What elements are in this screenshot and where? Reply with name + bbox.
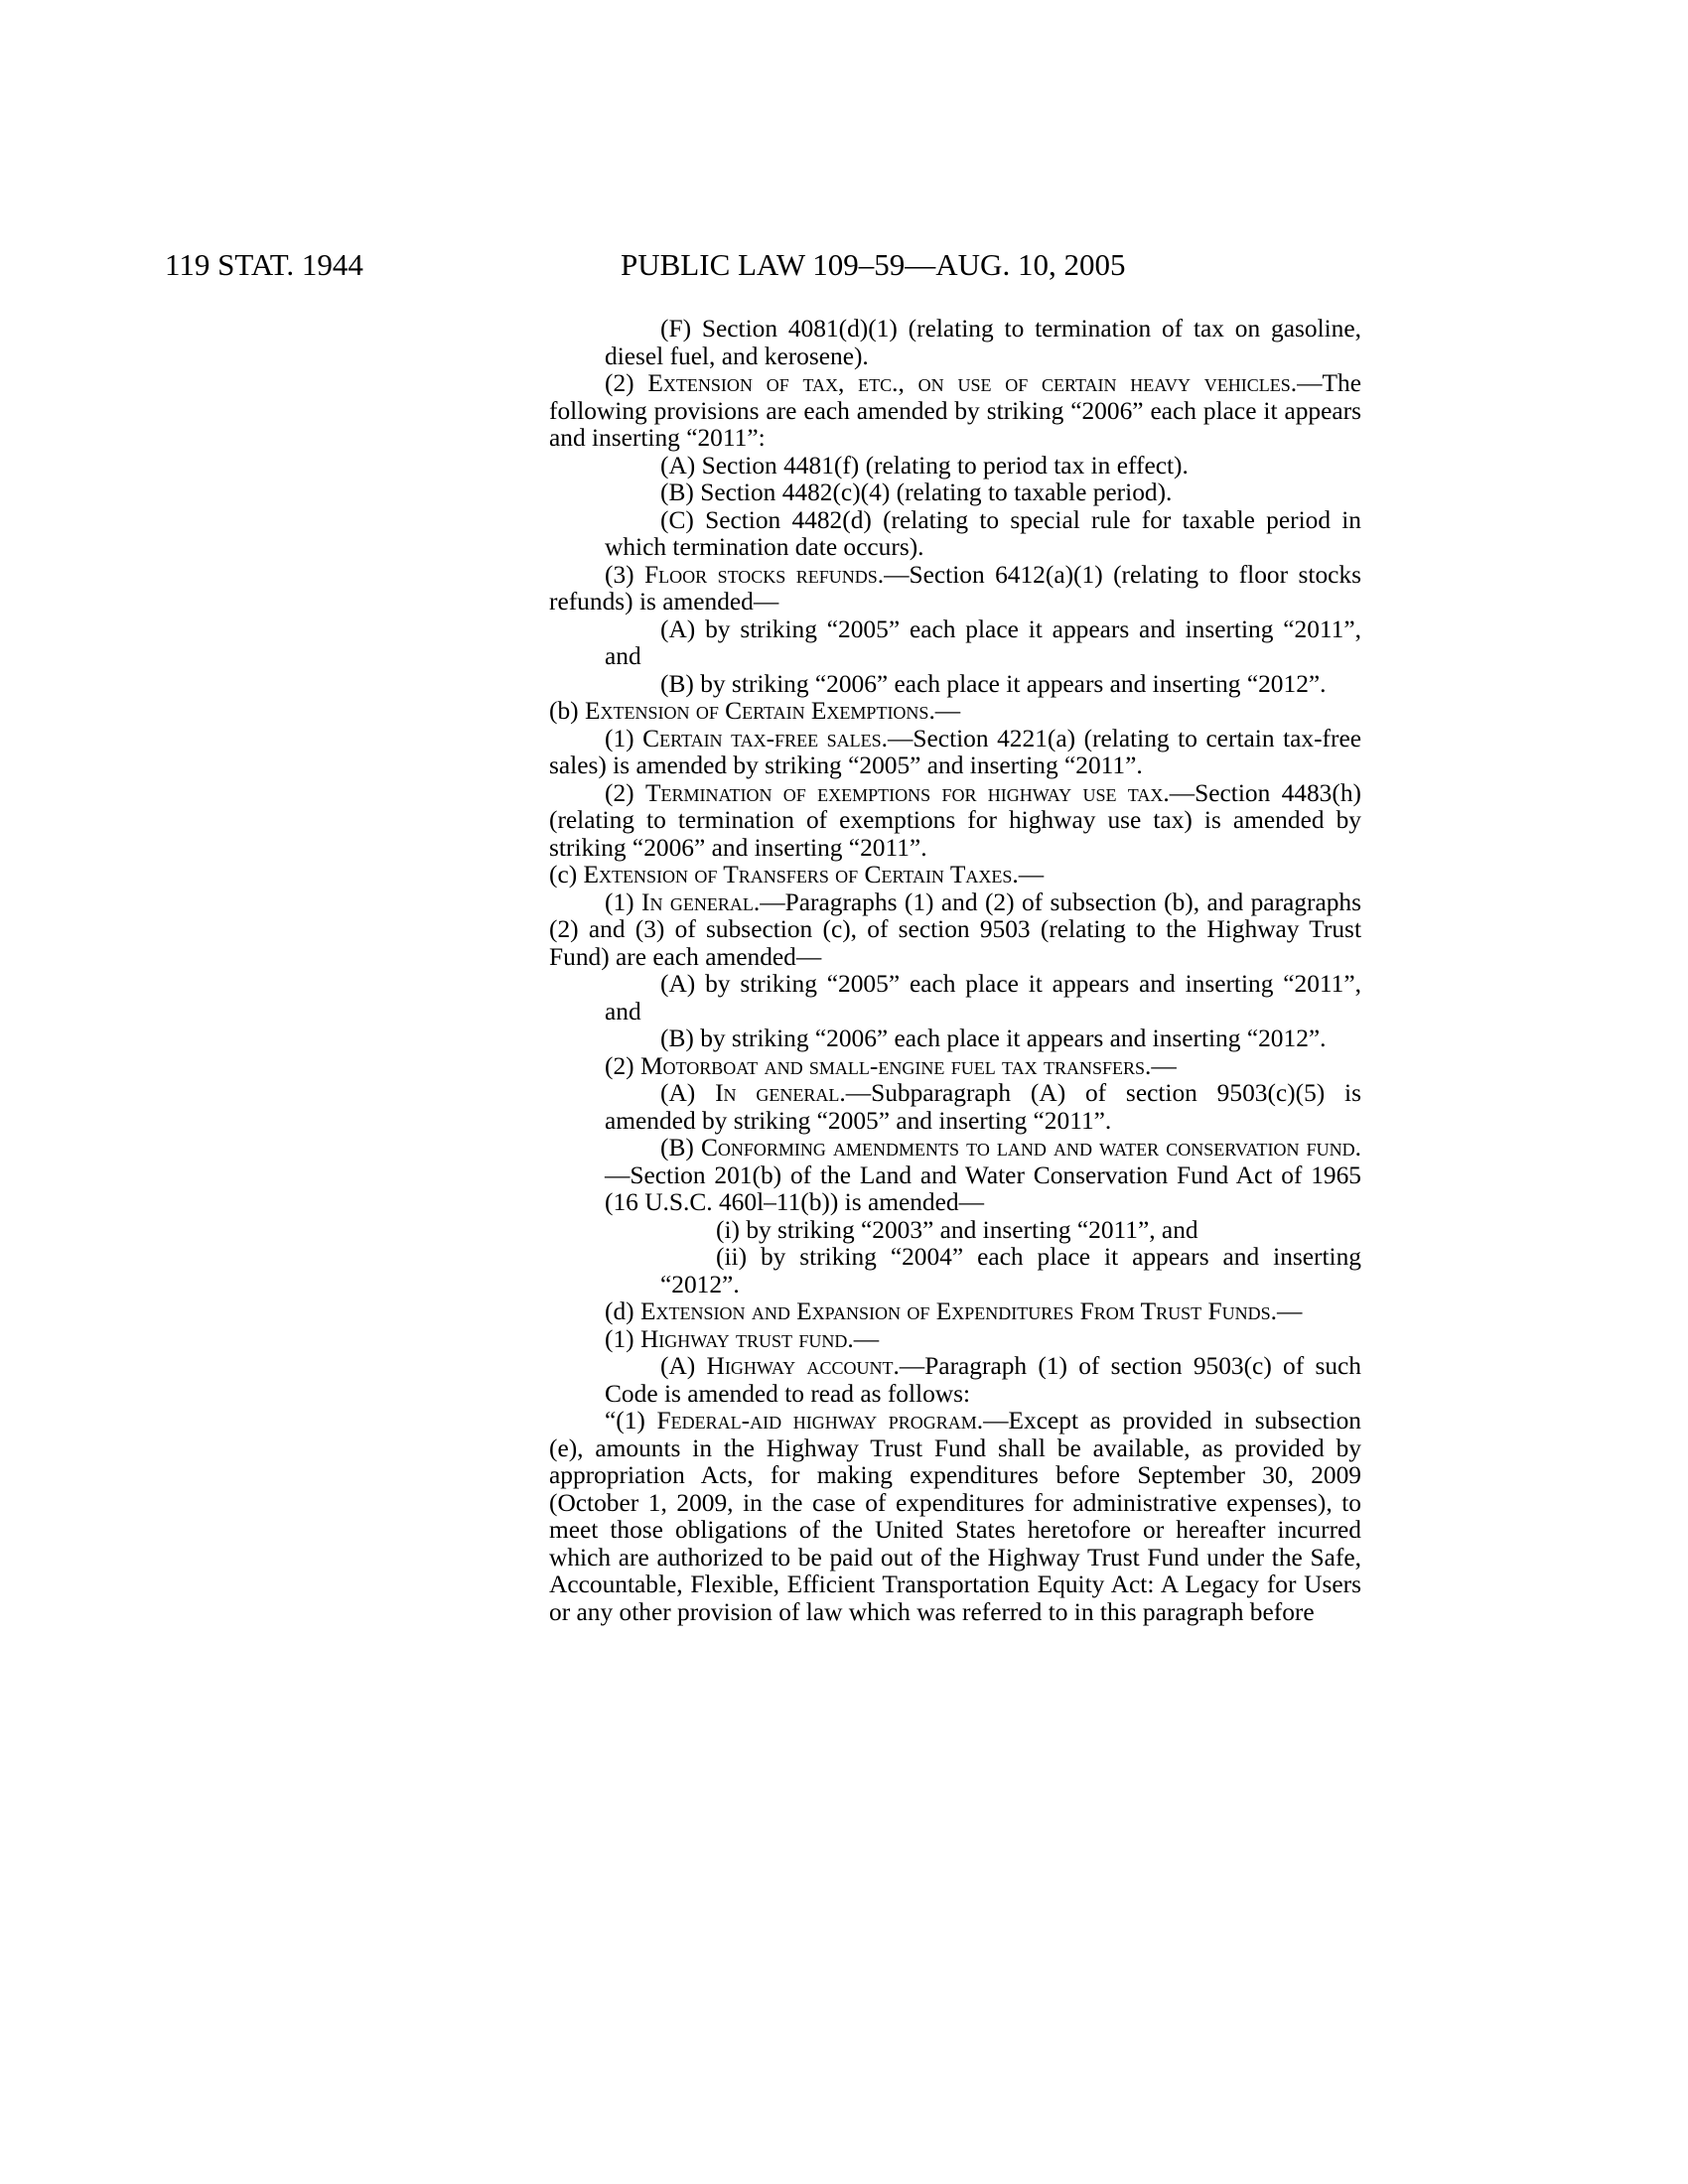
paragraph-text: (F) Section 4081(d)(1) (relating to termination of tax on gasoline, diesel fuel, and kerosene). <box>605 315 1361 370</box>
statute-citation: 119 STAT. 1944 <box>165 247 363 282</box>
paragraph-text: —Except as provided in subsection (e), amounts in the Highway Trust Fund shall be available, as provided by appropriation Acts, for making expenditures before September 30, 2009 (October 1, 2009, in the case of expenditures for administrative expenses), to meet those obligations of the United States heretofore or hereafter incurred which are authorized to be paid out of the Highway Trust Fund under the Safe, Accountable, Flexible, Efficient Transportation Equity Act: A Legacy for Users or any other provision of law which was referred to in this paragraph before <box>549 1407 1361 1626</box>
paragraph-heading: Extension of Certain Exemptions. <box>584 697 935 725</box>
paragraph-heading: Certain tax-free sales. <box>642 724 889 752</box>
paragraph <box>549 1217 1361 1245</box>
paragraph-text: — <box>1276 1297 1303 1325</box>
paragraph-text: —Paragraphs (1) and (2) of subsection (b), and paragraphs (2) and (3) of subsection (c), of section 9503 (relating to the Highway Trust Fund) are each amended— <box>549 887 1361 971</box>
paragraph <box>549 889 1361 972</box>
paragraph-heading: Extension of Transfers of Certain Taxes. <box>583 861 1019 888</box>
paragraph-heading: Motorboat and small-engine fuel tax transfers. <box>639 1051 1152 1080</box>
paragraph-text: — <box>853 1324 880 1353</box>
paragraph-number: (A) <box>660 1352 707 1380</box>
paragraph <box>549 1080 1361 1135</box>
paragraph-number: (3) <box>605 560 645 589</box>
paragraph <box>549 453 1361 480</box>
paragraph-text: (A) by striking “2005” each place it appears and inserting “2011”, and <box>605 614 1361 670</box>
paragraph-text: —Section 6412(a)(1) (relating to floor stocks refunds) is amended— <box>549 560 1361 615</box>
paragraph <box>549 1025 1361 1053</box>
paragraph-number: (1) <box>605 887 642 916</box>
paragraph-text: — <box>934 697 961 725</box>
paragraph-text: (C) Section 4482(d) (relating to special rule for taxable period in which termination date occurs). <box>605 505 1361 561</box>
paragraph-number: (2) <box>605 778 645 807</box>
paragraph-text: —Subparagraph (A) of section 9503(c)(5) is amended by striking “2005” and inserting “2011”. <box>605 1079 1361 1135</box>
paragraph <box>549 1353 1361 1408</box>
paragraph <box>549 616 1361 671</box>
paragraph <box>549 479 1361 507</box>
subsection-heading <box>549 698 1361 726</box>
document-body <box>549 316 1361 1626</box>
paragraph-text: — <box>1018 861 1045 888</box>
paragraph <box>549 671 1361 699</box>
paragraph-number: (1) <box>605 1324 640 1353</box>
paragraph-heading: Federal-aid highway program. <box>656 1407 984 1434</box>
paragraph <box>549 316 1361 370</box>
paragraph <box>549 1326 1361 1354</box>
paragraph-number: “(1) <box>605 1407 657 1434</box>
paragraph-text: (ii) by striking “2004” each place it appears and inserting “2012”. <box>660 1243 1361 1298</box>
paragraph-text: —Section 201(b) of the Land and Water Conservation Fund Act of 1965 (16 U.S.C. 460l–11(b)) is amended— <box>605 1160 1361 1216</box>
paragraph <box>549 971 1361 1025</box>
paragraph <box>549 1053 1361 1081</box>
paragraph-number: (2) <box>605 369 648 397</box>
paragraph-heading: In general. <box>715 1079 846 1107</box>
paragraph-number: (1) <box>605 724 643 752</box>
paragraph-text: — <box>1151 1051 1177 1080</box>
paragraph-heading: In general. <box>641 887 761 916</box>
paragraph <box>549 1135 1361 1217</box>
paragraph-heading: Highway trust fund. <box>639 1324 854 1353</box>
paragraph-heading: Extension of tax, etc., on use of certain heavy vehicles. <box>647 369 1298 397</box>
paragraph-heading: Termination of exemptions for highway use tax. <box>644 778 1170 807</box>
paragraph-text: (A) Section 4481(f) (relating to period tax in effect). <box>660 451 1189 479</box>
paragraph-number: (B) <box>660 1134 701 1161</box>
subsection-heading <box>549 862 1361 889</box>
paragraph <box>549 507 1361 562</box>
law-title: PUBLIC LAW 109–59—AUG. 10, 2005 <box>621 247 1126 282</box>
paragraph <box>549 780 1361 863</box>
paragraph <box>549 370 1361 453</box>
paragraph-text: —Section 4483(h) (relating to termination of exemptions for highway use tax) is amended by striking “2006” and inserting “2011”. <box>549 778 1361 862</box>
paragraph-text: (A) by striking “2005” each place it appears and inserting “2011”, and <box>605 970 1361 1025</box>
paragraph-number: (b) <box>549 697 585 725</box>
paragraph-heading: Highway account. <box>706 1352 900 1380</box>
paragraph-number: (c) <box>549 861 584 888</box>
paragraph <box>549 1244 1361 1298</box>
paragraph-heading: Extension and Expansion of Expenditures From Trust Funds. <box>639 1297 1277 1325</box>
paragraph-text: —Paragraph (1) of section 9503(c) of such Code is amended to read as follows: <box>605 1352 1361 1408</box>
paragraph-text: (i) by striking “2003” and inserting “2011”, and <box>716 1215 1198 1244</box>
subsection-heading <box>493 1298 1361 1326</box>
page-header <box>0 245 1688 285</box>
paragraph-text: —The following provisions are each amended by striking “2006” each place it appears and inserting “2011”: <box>549 369 1361 452</box>
paragraph-number: (2) <box>605 1051 640 1080</box>
paragraph-text: (B) by striking “2006” each place it appears and inserting “2012”. <box>660 1024 1327 1052</box>
paragraph-heading: Floor stocks refunds. <box>644 560 885 589</box>
paragraph <box>549 1408 1361 1626</box>
paragraph-text: (B) by striking “2006” each place it appears and inserting “2012”. <box>660 669 1327 698</box>
paragraph-heading: Conforming amendments to land and water conservation fund. <box>700 1134 1361 1161</box>
paragraph-number: (A) <box>660 1079 716 1107</box>
paragraph <box>549 726 1361 780</box>
paragraph-text: —Section 4221(a) (relating to certain tax-free sales) is amended by striking “2005” and inserting “2011”. <box>549 724 1361 779</box>
paragraph-text: (B) Section 4482(c)(4) (relating to taxable period). <box>660 478 1173 506</box>
paragraph-number: (d) <box>605 1297 640 1325</box>
paragraph <box>549 562 1361 616</box>
